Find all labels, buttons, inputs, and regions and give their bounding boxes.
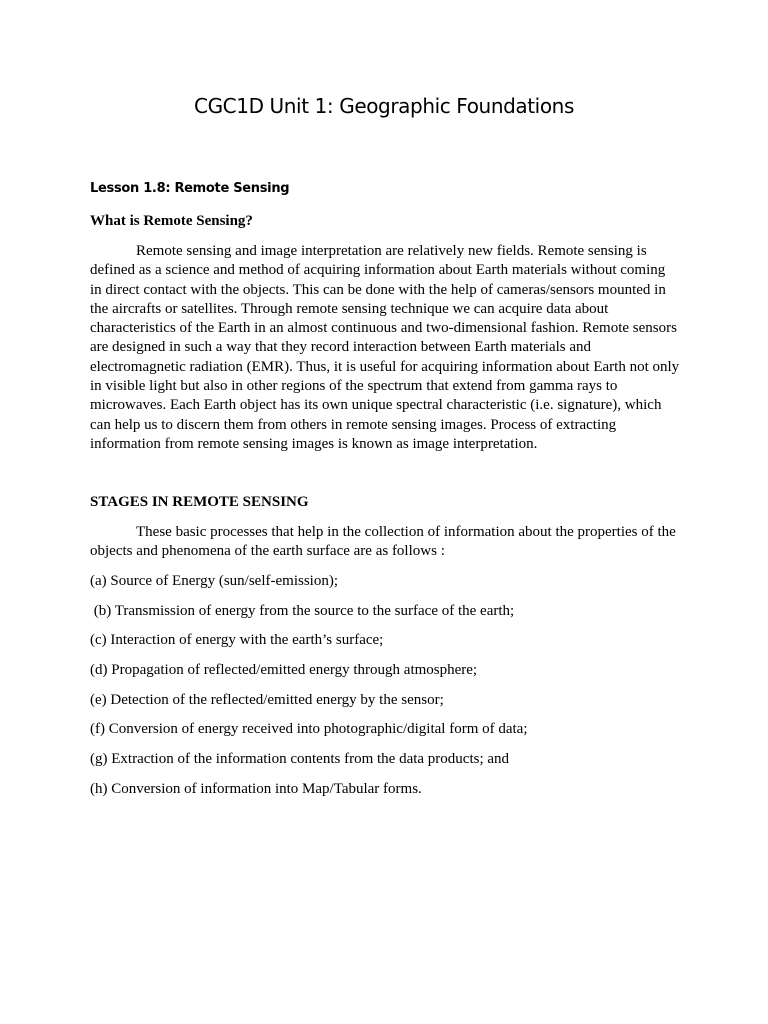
list-item: (d) Propagation of reflected/emitted energy through atmosphere; [90, 662, 478, 679]
list-item: (g) Extraction of the information contents from the data products; and [90, 751, 510, 768]
list-item: (e) Detection of the reflected/emitted energy by the sensor; [90, 691, 444, 708]
section-subheading: What is Remote Sensing? [90, 213, 253, 229]
lesson-heading: Lesson 1.8: Remote Sensing [90, 181, 290, 196]
list-item: (c) Interaction of energy with the earth’s surface; [90, 632, 384, 649]
stages-paragraph: These basic processes that help in the collection of information about the properties of the objects and phenomena of the earth surface are as follows : [90, 524, 676, 560]
list-item: (f) Conversion of energy received into photographic/digital form of data; [90, 721, 528, 738]
stages-heading: STAGES IN REMOTE SENSING [90, 494, 309, 510]
list-item: (a) Source of Energy (sun/self-emission); [90, 573, 338, 589]
stages-list [90, 572, 528, 810]
list-item: (b) Transmission of energy from the source to the surface of the earth; [90, 602, 515, 619]
page-title: CGC1D Unit 1: Geographic Foundations [194, 94, 574, 118]
list-item: (h) Conversion of information into Map/Tabular forms. [90, 780, 422, 797]
intro-paragraph: Remote sensing and image interpretation are relatively new fields. Remote sensing is defined as a science and method of acquiring information about Earth materials without coming in direct contact with the objects. This can be done with the help of cameras/sensors mounted in the aircrafts or satellites. Through remote sensing technique we can acquire data about characteristics of the Earth in an almost continuous and two-dimensional fashion. Remote sensors are designed in such a way that they record interaction between Earth materials and electromagnetic radiation (EMR). Thus, it is useful for acquiring information about Earth not only in visible light but also in other regions of the spectrum that extend from gamma rays to microwaves. Each Earth object has its own unique spectral characteristic (i.e. signature), which can help us to discern them from others in remote sensing images. Process of extracting information from remote sensing images is known as image interpretation. [90, 243, 680, 452]
